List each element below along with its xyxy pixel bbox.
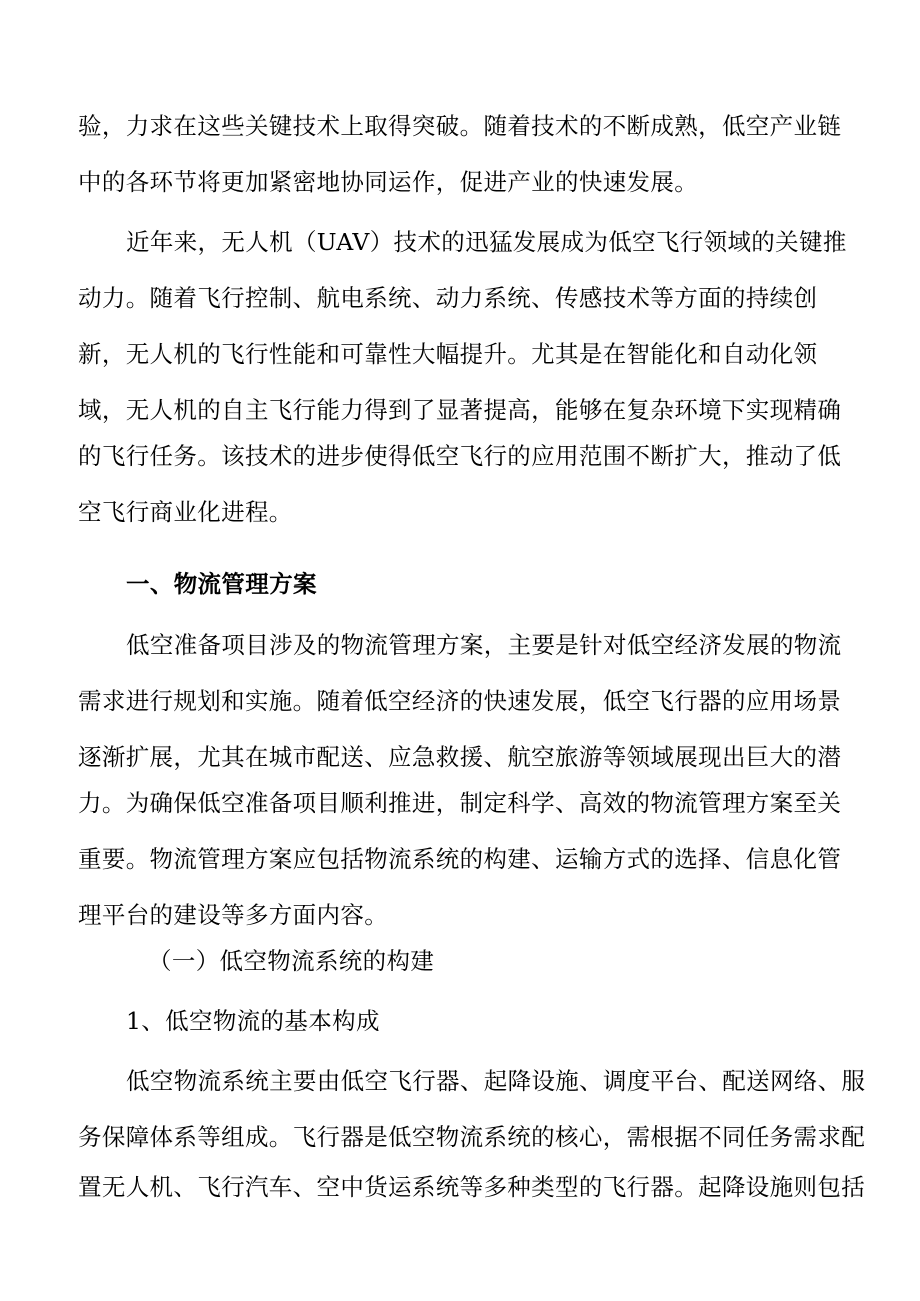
paragraph-line: 置无人机、飞行汽车、空中货运系统等多种类型的飞行器。起降设施则包括 — [78, 1173, 866, 1201]
paragraph-line: 中的各环节将更加紧密地协同运作，促进产业的快速发展。 — [78, 168, 699, 196]
paragraph-line: 空飞行商业化进程。 — [78, 498, 293, 526]
paragraph-line: 的飞行任务。该技术的进步使得低空飞行的应用范围不断扩大，推动了低 — [78, 442, 842, 470]
paragraph-line: 需求进行规划和实施。随着低空经济的快速发展，低空飞行器的应用场景 — [78, 687, 842, 715]
paragraph-line: 逐渐扩展，尤其在城市配送、应急救援、航空旅游等领域展现出巨大的潜 — [78, 743, 842, 771]
subsection-heading: 1、低空物流的基本构成 — [126, 1007, 380, 1035]
paragraph-line: 动力。随着飞行控制、航电系统、动力系统、传感技术等方面的持续创 — [78, 284, 818, 312]
paragraph-line: 域，无人机的自主飞行能力得到了显著提高，能够在复杂环境下实现精确 — [78, 396, 842, 424]
paragraph-line: 低空物流系统主要由低空飞行器、起降设施、调度平台、配送网络、服 — [126, 1067, 866, 1095]
paragraph-line: 力。为确保低空准备项目顺利推进，制定科学、高效的物流管理方案至关 — [78, 789, 842, 817]
paragraph-line: 重要。物流管理方案应包括物流系统的构建、运输方式的选择、信息化管 — [78, 845, 842, 873]
section-heading: 一、物流管理方案 — [126, 570, 317, 598]
paragraph-line: 低空准备项目涉及的物流管理方案，主要是针对低空经济发展的物流 — [126, 631, 842, 659]
subsection-heading: （一）低空物流系统的构建 — [148, 947, 435, 975]
paragraph-line: 新，无人机的飞行性能和可靠性大幅提升。尤其是在智能化和自动化领 — [78, 340, 818, 368]
paragraph-line: 理平台的建设等多方面内容。 — [78, 901, 389, 929]
paragraph-line: 务保障体系等组成。飞行器是低空物流系统的核心，需根据不同任务需求配 — [78, 1123, 866, 1151]
paragraph-line: 验，力求在这些关键技术上取得突破。随着技术的不断成熟，低空产业链 — [78, 112, 842, 140]
paragraph-line: 近年来，无人机（UAV）技术的迅猛发展成为低空飞行领域的关键推 — [126, 228, 847, 256]
